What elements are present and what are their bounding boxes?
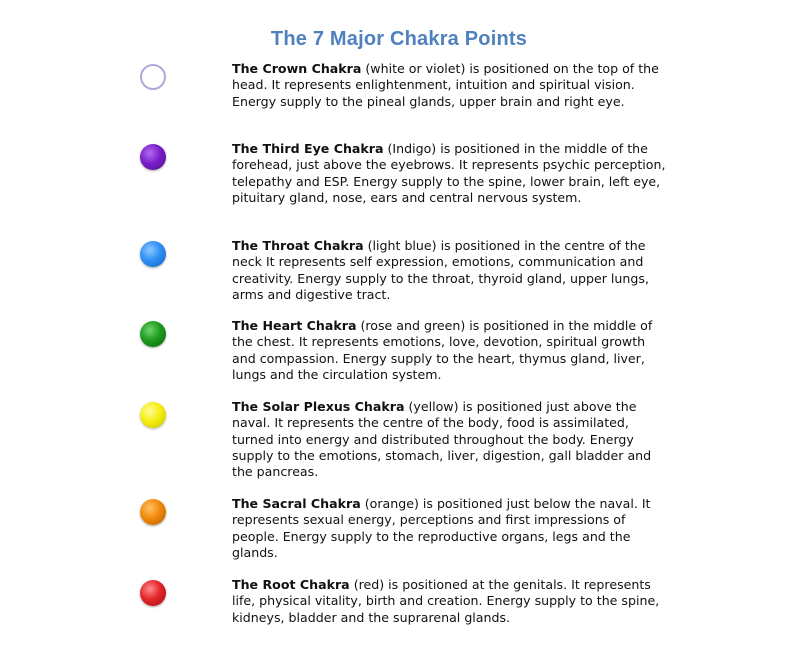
chakra-description [232,318,672,383]
chakra-details: (red) is positioned at the genitals. It represents life, physical vitality, birth and creation. Energy supply to the spine, kidneys, bladder and the suprarenal glands. [232,577,660,625]
green-circle-icon [140,321,166,347]
red-circle-icon [140,580,166,606]
chakra-name: The Sacral Chakra [232,496,361,511]
white-violet-circle-icon [140,64,166,90]
yellow-circle-icon [140,402,166,428]
chakra-description [232,61,672,110]
chakra-description [232,238,672,303]
chakra-name: The Heart Chakra [232,318,357,333]
chakra-details: (white or violet) is positioned on the top of the head. It represents enlightenment, intuition and spiritual vision. Energy supply to the pineal glands, upper brain and right eye. [232,61,659,109]
chakra-description [232,399,672,480]
chakra-name: The Third Eye Chakra [232,141,384,156]
light-blue-circle-icon [140,241,166,267]
chakra-name: The Solar Plexus Chakra [232,399,405,414]
chakra-details: (yellow) is positioned just above the naval. It represents the centre of the body, food is assimilated, turned into energy and distributed throughout the body. Energy supply to the emotions, stomach, liver, digestion, gall bladder and the pancreas. [232,399,652,480]
chakra-details: (orange) is positioned just below the naval. It represents sexual energy, perceptions and first impressions of people. Energy supply to the reproductive organs, legs and the glands. [232,496,651,560]
chakra-name: The Root Chakra [232,577,350,592]
chakra-details: (rose and green) is positioned in the middle of the chest. It represents emotions, love, devotion, spiritual growth and compassion. Energy supply to the heart, thymus gland, liver, lungs and the circulation system. [232,318,653,382]
chakra-details: (Indigo) is positioned in the middle of the forehead, just above the eyebrows. It represents psychic perception, telepathy and ESP. Energy supply to the spine, lower brain, left eye, pituitary gland, nose, ears and central nervous system. [232,141,666,205]
chakra-description [232,141,672,206]
chakra-description [232,496,672,561]
chakra-details: (light blue) is positioned in the centre of the neck It represents self expression, emotions, communication and creativity. Energy supply to the throat, thyroid gland, upper lungs, arms and digestive tract. [232,238,649,302]
chakra-name: The Throat Chakra [232,238,364,253]
page-title: The 7 Major Chakra Points [270,28,528,50]
orange-circle-icon [140,499,166,525]
chakra-name: The Crown Chakra [232,61,362,76]
chakra-description [232,577,672,626]
indigo-circle-icon [140,144,166,170]
